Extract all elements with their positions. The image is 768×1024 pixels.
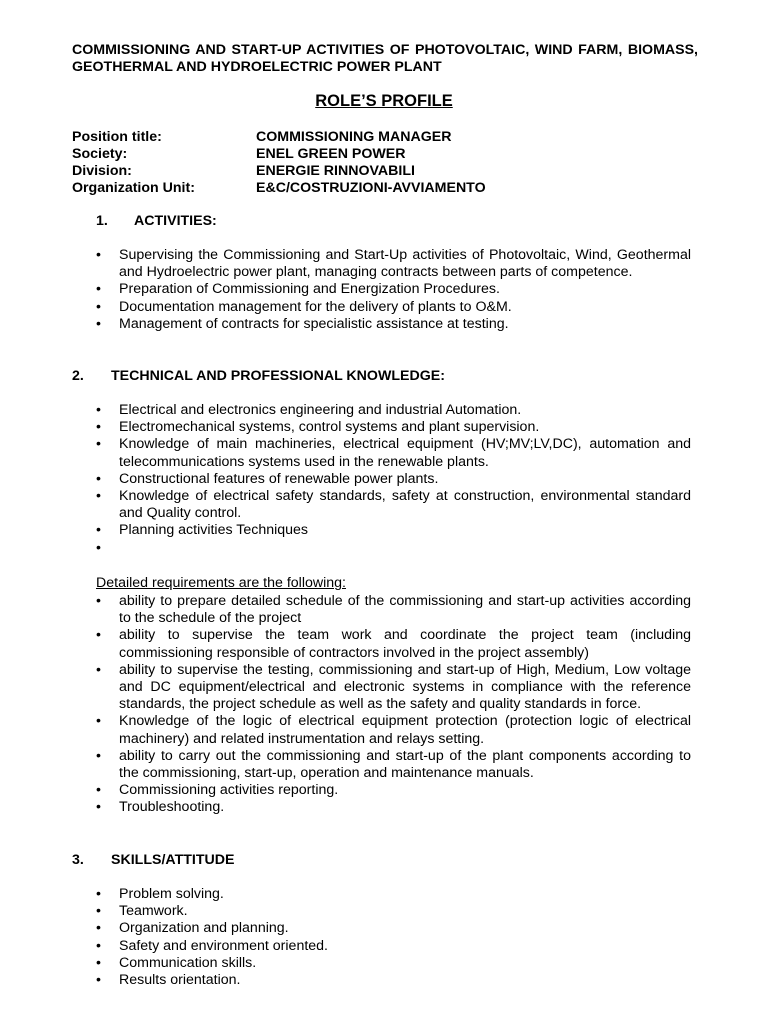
- list-item: • Supervising the Commissioning and Start-Up activities of Photovoltaic, Wind, Geothermal and Hydroelectric power plant, managing contracts between parts of competence.: [96, 247, 691, 281]
- list-item: • Teamwork.: [96, 903, 691, 920]
- section-3-title: SKILLS/ATTITUDE: [111, 852, 235, 868]
- info-value-society: ENEL GREEN POWER: [256, 146, 406, 162]
- list-item: • Knowledge of electrical safety standards, safety at construction, environmental standard and Quality control.: [96, 488, 691, 522]
- skills-list: [96, 886, 691, 989]
- info-value-division: ENERGIE RINNOVABILI: [256, 163, 415, 179]
- activities-list: [96, 247, 691, 333]
- list-item: [96, 540, 691, 557]
- section-2-title: TECHNICAL AND PROFESSIONAL KNOWLEDGE:: [111, 368, 445, 384]
- detailed-requirements-list: [96, 593, 691, 817]
- list-item: • Electrical and electronics engineering and industrial Automation.: [96, 402, 691, 419]
- list-item: • Electromechanical systems, control systems and plant supervision.: [96, 419, 691, 436]
- list-item: • Planning activities Techniques: [96, 522, 691, 539]
- info-value-position: COMMISSIONING MANAGER: [256, 129, 452, 145]
- list-item: • Constructional features of renewable power plants.: [96, 471, 691, 488]
- section-2-number: 2.: [72, 368, 84, 384]
- list-item: • ability to carry out the commissioning and start-up of the plant components according to the commissioning, start-up, operation and maintenance manuals.: [96, 748, 691, 782]
- info-label-position: Position title:: [72, 129, 162, 145]
- list-item: • ability to supervise the testing, commissioning and start-up of High, Medium, Low voltage and DC equipment/electrical and electronic systems in compliance with the reference standards, the project schedule as well as the safety and quality standards in force.: [96, 662, 691, 714]
- section-3-number: 3.: [72, 852, 84, 868]
- list-item: • Preparation of Commissioning and Energization Procedures.: [96, 281, 691, 298]
- list-item: • Safety and environment oriented.: [96, 938, 691, 955]
- info-label-org-unit: Organization Unit:: [72, 180, 195, 196]
- info-label-division: Division:: [72, 163, 132, 179]
- section-1-number: 1.: [96, 213, 108, 229]
- list-item: • ability to prepare detailed schedule of the commissioning and start-up activities according to the schedule of the project: [96, 593, 691, 627]
- list-item: • Results orientation.: [96, 972, 691, 989]
- document-header-title: COMMISSIONING AND START-UP ACTIVITIES OF PHOTOVOLTAIC, WIND FARM, BIOMASS, GEOTHERMAL AND HYDROELECTRIC POWER PLANT: [72, 42, 698, 75]
- info-label-society: Society:: [72, 146, 128, 162]
- role-profile-title: ROLE’S PROFILE: [315, 92, 453, 110]
- list-item: • Knowledge of the logic of electrical equipment protection (protection logic of electrical machinery) and related instrumentation and relays setting.: [96, 713, 691, 747]
- list-item: • Problem solving.: [96, 886, 691, 903]
- list-item: • Organization and planning.: [96, 920, 691, 937]
- list-item: • Troubleshooting.: [96, 799, 691, 816]
- detailed-requirements-heading: Detailed requirements are the following:: [96, 575, 346, 591]
- section-1-title: ACTIVITIES:: [134, 213, 217, 229]
- list-item: • Communication skills.: [96, 955, 691, 972]
- list-item: • Documentation management for the delivery of plants to O&M.: [96, 299, 691, 316]
- list-item: • Management of contracts for specialistic assistance at testing.: [96, 316, 691, 333]
- list-item: • Commissioning activities reporting.: [96, 782, 691, 799]
- list-item: • ability to supervise the team work and coordinate the project team (including commissioning responsible of contractors involved in the project assembly): [96, 627, 691, 661]
- info-value-org-unit: E&C/COSTRUZIONI-AVVIAMENTO: [256, 180, 486, 196]
- knowledge-list: [96, 402, 691, 557]
- list-item: • Knowledge of main machineries, electrical equipment (HV;MV;LV,DC), automation and telecommunications systems used in the renewable plants.: [96, 436, 691, 470]
